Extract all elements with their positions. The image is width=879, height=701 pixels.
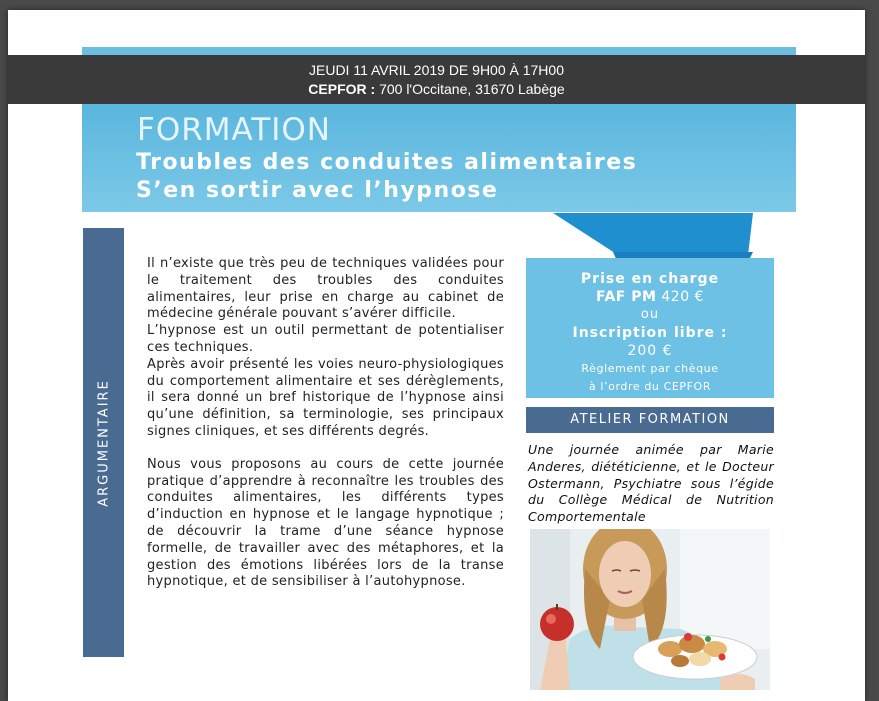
flyer-page [8,10,865,701]
woman-apple-photo [530,529,770,690]
course-title-line1: Troubles des conduites alimentaires [136,150,638,175]
inscription-label: Inscription libre : [572,325,728,341]
inscription-price: 200 € [627,343,673,359]
atelier-heading: ATELIER FORMATION [526,407,774,433]
body-paragraph-2: L’hypnose est un outil permettant de potentialiser ces techniques. [147,323,504,355]
faf-price: 420 € [656,289,704,305]
body-paragraph-4: Nous vous proposons au cours de cette journée pratique d’apprendre à reconnaître les troubles des conduites alimentaires, les différents types d’induction en hypnose et le langage hypnotique ; de découvrir la trame d’une séance hypnose formelle, de travailler avec des métaphores, et la gestion des émotions libérées lors de la transe hypnotique, et de sensibiliser à l’autohypnose. [147,456,504,590]
pricing-box [526,258,774,398]
event-info-band [8,55,865,104]
course-title-line2: S’en sortir avec l’hypnose [136,178,499,203]
faf-price-line [526,288,774,306]
pricing-heading: Prise en charge [580,271,720,287]
venue-address: 700 l'Occitane, 31670 Labège [375,81,565,97]
venue-label: CEPFOR : [308,81,376,97]
atelier-description: Une journée animée par Marie Anderes, diététicienne, et le Docteur Ostermann, Psychiatre sous l’égide du Collège Médical de Nutrition Comportementale [528,442,774,525]
payment-line-1: Règlement par chèque [581,362,719,375]
body-paragraph-1: Il n’existe que très peu de techniques validées pour le traitement des troubles des conduites alimentaires, leur prise en charge au cabinet de médecine générale pouvant s’avérer difficile. [147,256,504,322]
event-date: JEUDI 11 AVRIL 2019 DE 9H00 À 17H00 [309,62,564,78]
paragraph-spacer [147,441,504,457]
faf-label: FAF PM [596,289,657,305]
sidebar-label: ARGUMENTAIRE [96,378,111,507]
event-venue [8,80,865,99]
payment-line-2: à l’ordre du CEPFOR [588,380,712,393]
body-paragraph-3: Après avoir présenté les voies neuro-physiologiques du comportement alimentaire et ses dérèglements, il sera donné un bref historique de l’hypnose ainsi qu’une définition, sa terminologie, ses principaux signes cliniques, et ses différents degrés. [147,356,504,439]
title-banner [82,104,796,212]
argumentaire-sidebar [83,228,124,657]
argument-body [147,256,504,591]
pricing-or: ou [640,307,660,322]
formation-kicker: FORMATION [137,112,331,148]
